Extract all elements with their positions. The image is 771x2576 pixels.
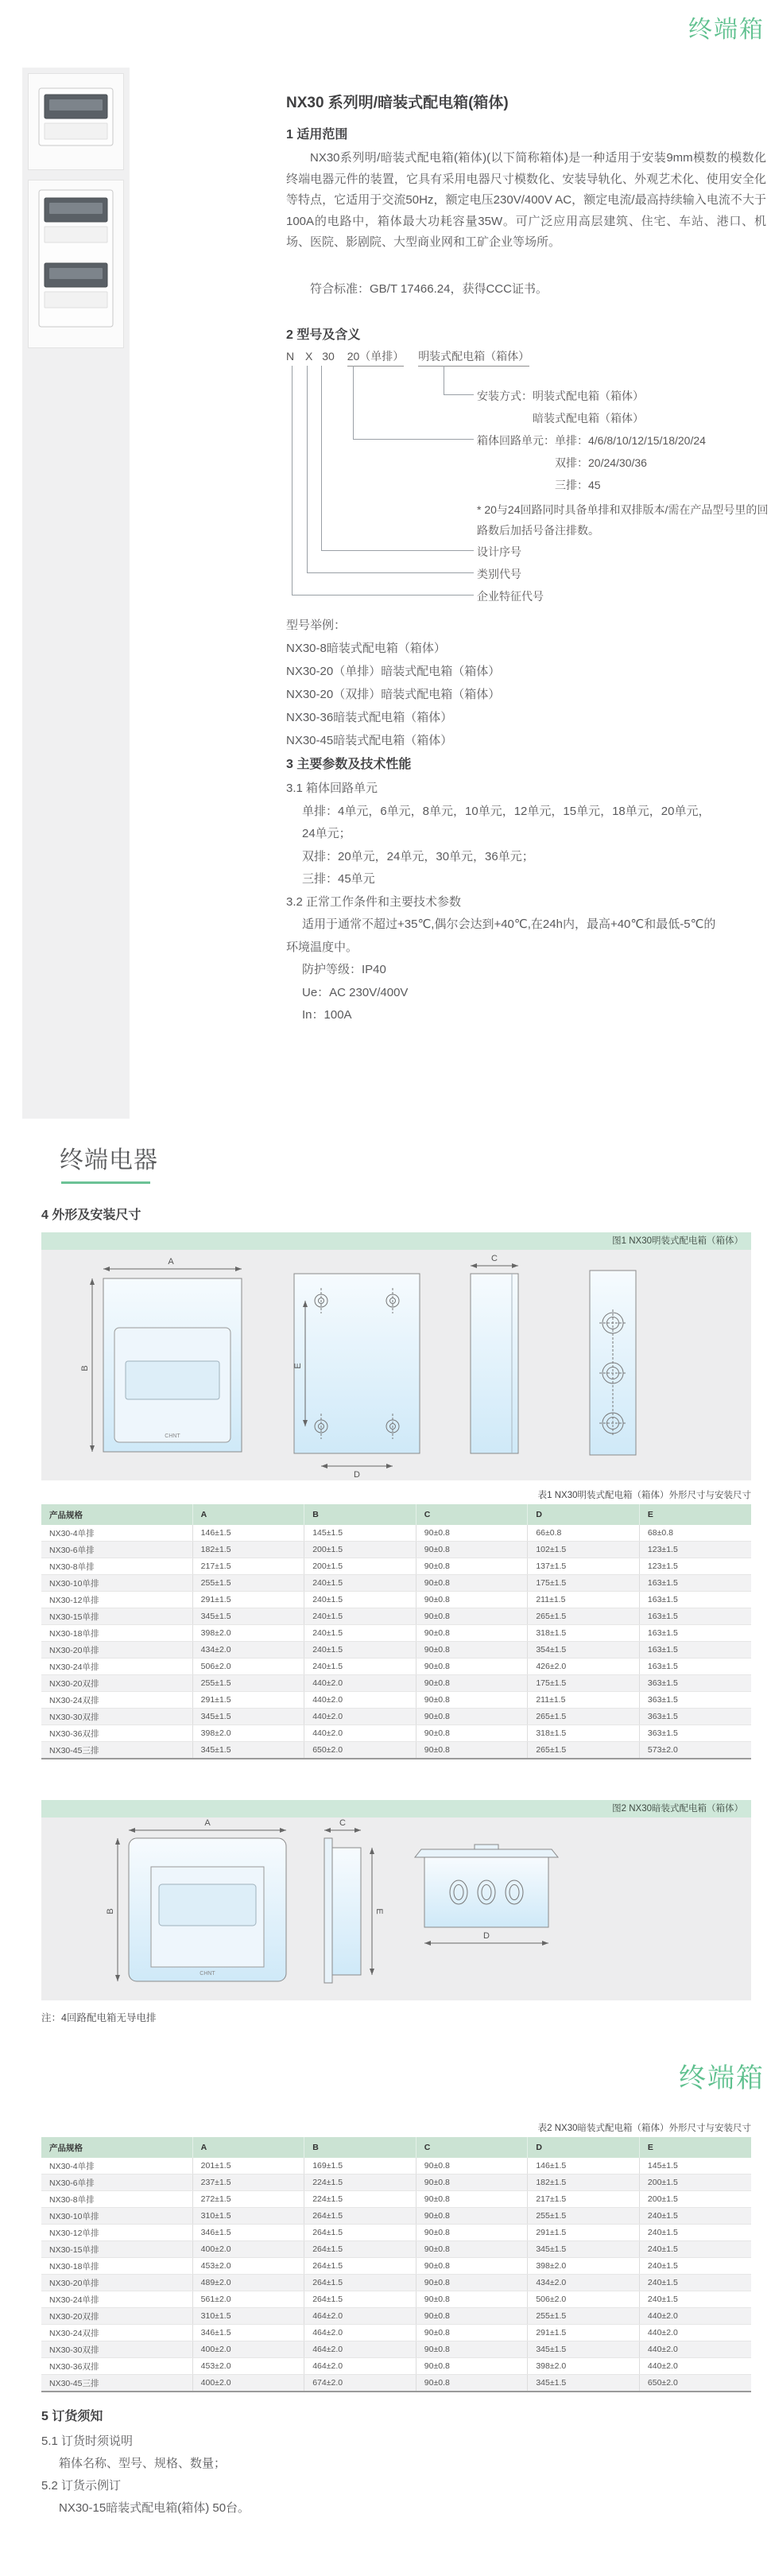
table-row [41, 1658, 751, 1675]
table-cell: 272±1.5 [192, 2191, 304, 2208]
table-cell: 464±2.0 [304, 2358, 416, 2375]
table-cell: 440±2.0 [639, 2308, 751, 2325]
table-cell: 291±1.5 [192, 1692, 304, 1709]
table-cell: 440±2.0 [639, 2325, 751, 2341]
table-cell: NX30-6单排 [41, 2174, 192, 2191]
code-company: N [286, 350, 295, 363]
text-line: 3.2 正常工作条件和主要技术参数 [286, 894, 462, 909]
table-cell: 464±2.0 [304, 2325, 416, 2341]
callout-category-code: 类别代号 [477, 568, 521, 580]
table-cell: 90±0.8 [416, 2308, 528, 2325]
section5-block [41, 2406, 250, 2520]
table-row [41, 1592, 751, 1608]
table-cell: 264±1.5 [304, 2291, 416, 2308]
table-cell: 175±1.5 [528, 1575, 640, 1592]
table-cell: 240±1.5 [639, 2275, 751, 2291]
table-cell: 240±1.5 [304, 1625, 416, 1642]
table-cell: 434±2.0 [528, 2275, 640, 2291]
table-cell: 211±1.5 [528, 1592, 640, 1608]
table-cell: 217±1.5 [192, 1558, 304, 1575]
table-cell: 453±2.0 [192, 2358, 304, 2375]
table-row [41, 1725, 751, 1742]
table-cell: 240±1.5 [304, 1608, 416, 1625]
table-cell: 345±1.5 [192, 1709, 304, 1725]
table-cell: 240±1.5 [304, 1642, 416, 1658]
table-row [41, 1575, 751, 1592]
table-cell: 398±2.0 [528, 2258, 640, 2275]
table-cell: 90±0.8 [416, 1625, 528, 1642]
section5-heading: 5 订货须知 [41, 2410, 103, 2423]
table-cell: 363±1.5 [639, 1692, 751, 1709]
product-photo-column [22, 68, 130, 1119]
text-line: NX30-15暗装式配电箱(箱体) 50台。 [59, 2501, 250, 2515]
table-cell: 440±2.0 [639, 2341, 751, 2358]
table-cell: NX30-18单排 [41, 2258, 192, 2275]
table-cell: 90±0.8 [416, 1558, 528, 1575]
table-row [41, 2341, 751, 2358]
text-line: 双排：20单元，24单元，30单元，36单元； [302, 849, 534, 863]
table-cell: 464±2.0 [304, 2308, 416, 2325]
column-header: 产品规格 [41, 2137, 192, 2158]
table-cell: NX30-24双排 [41, 1692, 192, 1709]
series-header-underline [61, 1181, 150, 1184]
column-header: D [528, 1504, 640, 1525]
table-cell: NX30-36双排 [41, 2358, 192, 2375]
section2-heading: 2 型号及含义 [286, 328, 361, 342]
table-cell: 345±1.5 [192, 1742, 304, 1759]
code-install-type: 明装式配电箱（箱体） [418, 348, 529, 367]
column-header: C [416, 2137, 528, 2158]
table-row [41, 1625, 751, 1642]
table-cell: NX30-20双排 [41, 2308, 192, 2325]
table-header-row [41, 2137, 751, 2158]
table-row [41, 2291, 751, 2308]
column-header: A [192, 2137, 304, 2158]
table-cell: 264±1.5 [304, 2258, 416, 2275]
dimensions-table-1 [41, 1504, 751, 1759]
text-line: NX30-36暗装式配电箱（箱体） [286, 711, 453, 724]
table-row [41, 2375, 751, 2392]
column-header: A [192, 1504, 304, 1525]
table-row [41, 1525, 751, 1542]
column-header: B [304, 2137, 416, 2158]
table-cell: 90±0.8 [416, 2158, 528, 2174]
figure1-panel [41, 1250, 751, 1480]
table-cell: NX30-4单排 [41, 1525, 192, 1542]
table-cell: 291±1.5 [528, 2325, 640, 2341]
table-row [41, 2191, 751, 2208]
table-cell: NX30-30双排 [41, 1709, 192, 1725]
dim-label-e: E [374, 1908, 384, 1915]
table-cell: 650±2.0 [304, 1742, 416, 1759]
table-cell: 90±0.8 [416, 2191, 528, 2208]
dim-label-b: B [106, 1908, 115, 1915]
table-row [41, 2208, 751, 2225]
dimensions-table-2 [41, 2137, 751, 2392]
table-cell: 240±1.5 [639, 2258, 751, 2275]
brand-label: CHNT [200, 1971, 215, 1977]
table-cell: 182±1.5 [192, 1542, 304, 1558]
table-cell: 346±1.5 [192, 2225, 304, 2241]
table-cell: 90±0.8 [416, 1542, 528, 1558]
connector-line [292, 366, 474, 596]
callout-star-note: * 20与24回路同时具备单排和双排版本/需在产品型号里的回路数后加括号备注排数。 [477, 503, 769, 537]
figure1-block [41, 1232, 751, 1480]
table-cell: NX30-15单排 [41, 1608, 192, 1625]
table-row [41, 1608, 751, 1625]
table-cell: 264±1.5 [304, 2225, 416, 2241]
table-cell: 201±1.5 [192, 2158, 304, 2174]
table-cell: NX30-30双排 [41, 2341, 192, 2358]
table-cell: 240±1.5 [639, 2225, 751, 2241]
table-cell: 354±1.5 [528, 1642, 640, 1658]
table-cell: 265±1.5 [528, 1608, 640, 1625]
callout-loops-1: 箱体回路单元：单排：4/6/8/10/12/15/18/20/24 [477, 434, 706, 447]
text-line: 适用于通常不超过+35℃,偶尔会达到+40℃,在24h内，最高+40℃和最低-5℃的 [302, 918, 716, 931]
table-cell: 123±1.5 [639, 1542, 751, 1558]
corner-tag-top: 终端箱 [688, 17, 765, 43]
table-cell: 237±1.5 [192, 2174, 304, 2191]
table-cell: 240±1.5 [304, 1575, 416, 1592]
table-cell: NX30-4单排 [41, 2158, 192, 2174]
dim-label-e: E [293, 1363, 303, 1369]
table-cell: 90±0.8 [416, 2291, 528, 2308]
table-cell: 240±1.5 [304, 1658, 416, 1675]
dim-label-d: D [483, 1931, 490, 1941]
table-cell: 265±1.5 [528, 1742, 640, 1759]
table-cell: 345±1.5 [528, 2375, 640, 2392]
table-cell: 163±1.5 [639, 1658, 751, 1675]
table-cell: 240±1.5 [639, 2241, 751, 2258]
table-row [41, 2258, 751, 2275]
table-cell: 255±1.5 [192, 1575, 304, 1592]
callout-loops-2: 双排：20/24/30/36 [555, 456, 647, 469]
table-row [41, 2358, 751, 2375]
table-cell: 345±1.5 [192, 1608, 304, 1625]
single-row-box-image [29, 74, 123, 158]
table-cell: 169±1.5 [304, 2158, 416, 2174]
dim-label-c: C [491, 1254, 498, 1263]
table-cell: 440±2.0 [639, 2358, 751, 2375]
table-cell: 240±1.5 [639, 2208, 751, 2225]
table-cell: 145±1.5 [639, 2158, 751, 2174]
table-cell: 464±2.0 [304, 2341, 416, 2358]
table-cell: 182±1.5 [528, 2174, 640, 2191]
model-code [286, 348, 529, 367]
table-row [41, 1709, 751, 1725]
table-cell: 90±0.8 [416, 1692, 528, 1709]
table-cell: 137±1.5 [528, 1558, 640, 1575]
table-cell: NX30-20双排 [41, 1675, 192, 1692]
table-cell: 291±1.5 [192, 1592, 304, 1608]
section1-paragraph: NX30系列明/暗装式配电箱(箱体)(以下简称箱体)是一种适用于安装9mm模数的模数化终端电器元件的装置，它具有采用电器尺寸模数化、安装导轨化、外观艺术化、使用安全化等特点，它适用于交流50Hz，额定电压230V/400V AC，额定电流/最高持续输入电流不大于100A的电路中，箱体最大功耗容量35W。可广泛应用高层建筑、住宅、车站、港口、机场、医院、影剧院、大型商业网和工矿企业等场所。 [286, 151, 766, 249]
callout-install-1: 安装方式：明装式配电箱（箱体） [477, 390, 644, 402]
table-cell: 90±0.8 [416, 1742, 528, 1759]
table-cell: NX30-45三排 [41, 1742, 192, 1759]
text-line: 3.1 箱体回路单元 [286, 782, 378, 795]
table-cell: 146±1.5 [528, 2158, 640, 2174]
table-cell: 163±1.5 [639, 1642, 751, 1658]
table-row [41, 2241, 751, 2258]
dim-label-b: B [80, 1365, 90, 1371]
table-cell: NX30-15单排 [41, 2241, 192, 2258]
table-cell: 363±1.5 [639, 1675, 751, 1692]
table-cell: 90±0.8 [416, 2225, 528, 2241]
table-cell: 264±1.5 [304, 2241, 416, 2258]
column-header: 产品规格 [41, 1504, 192, 1525]
table-row [41, 2225, 751, 2241]
table-cell: 318±1.5 [528, 1625, 640, 1642]
text-line: In：100A [302, 1008, 352, 1022]
callout-install-2: 暗装式配电箱（箱体） [533, 412, 644, 425]
table-cell: 398±2.0 [528, 2358, 640, 2375]
table-cell: 440±2.0 [304, 1675, 416, 1692]
table-row [41, 1542, 751, 1558]
table-cell: NX30-36双排 [41, 1725, 192, 1742]
table-cell: 674±2.0 [304, 2375, 416, 2392]
table-cell: 90±0.8 [416, 2341, 528, 2358]
text-line: 箱体名称、型号、规格、数量； [59, 2457, 227, 2470]
table-cell: 175±1.5 [528, 1675, 640, 1692]
text-line: 24单元； [302, 827, 351, 840]
table1-caption: 表1 NX30明装式配电箱（箱体）外形尺寸与安装尺寸 [537, 1491, 751, 1500]
code-circuits: 20（单排） [347, 348, 405, 367]
table-cell: 345±1.5 [528, 2341, 640, 2358]
figure1-title-bar: 图1 NX30明装式配电箱（箱体） [41, 1232, 751, 1250]
table-cell: 573±2.0 [639, 1742, 751, 1759]
text-line: 5.2 订货示例订 [41, 2479, 122, 2493]
code-design: 30 [322, 350, 335, 363]
table-cell: NX30-10单排 [41, 1575, 192, 1592]
table-cell: NX30-8单排 [41, 1558, 192, 1575]
table-cell: 90±0.8 [416, 1675, 528, 1692]
callout-loops-3: 三排：45 [555, 479, 601, 491]
table-cell: 264±1.5 [304, 2275, 416, 2291]
table-cell: 211±1.5 [528, 1692, 640, 1709]
dim-label-c: C [339, 1818, 346, 1828]
table-cell: 90±0.8 [416, 2208, 528, 2225]
table-cell: 255±1.5 [528, 2308, 640, 2325]
table-cell: 440±2.0 [304, 1692, 416, 1709]
table-cell: 200±1.5 [639, 2191, 751, 2208]
callout-design-no: 设计序号 [477, 545, 521, 558]
dim-label-d: D [354, 1470, 360, 1480]
dim-label-a: A [168, 1257, 174, 1267]
table-cell: 90±0.8 [416, 2358, 528, 2375]
column-header: E [639, 2137, 751, 2158]
table-cell: 400±2.0 [192, 2375, 304, 2392]
product-photo-single-row [28, 73, 124, 170]
table-cell: 310±1.5 [192, 2308, 304, 2325]
figure2-panel [41, 1818, 751, 2000]
text-line: 单排：4单元，6单元，8单元，10单元，12单元，15单元，18单元，20单元， [302, 804, 711, 818]
table-cell: 163±1.5 [639, 1575, 751, 1592]
table-row [41, 1742, 751, 1759]
table-row [41, 2275, 751, 2291]
table-cell: NX30-12单排 [41, 1592, 192, 1608]
text-line: Ue：AC 230V/400V [302, 985, 409, 999]
table-cell: 426±2.0 [528, 1658, 640, 1675]
table-row [41, 2325, 751, 2341]
table-cell: 291±1.5 [528, 2225, 640, 2241]
table-cell: NX30-6单排 [41, 1542, 192, 1558]
section5-body [41, 2431, 250, 2520]
table-cell: NX30-18单排 [41, 1625, 192, 1642]
text-line: NX30-20（双排）暗装式配电箱（箱体） [286, 688, 501, 701]
table2-caption: 表2 NX30暗装式配电箱（箱体）外形尺寸与安装尺寸 [537, 2124, 751, 2133]
text-line: NX30-20（单排）暗装式配电箱（箱体） [286, 665, 501, 678]
table-cell: 255±1.5 [192, 1675, 304, 1692]
table-cell: 650±2.0 [639, 2375, 751, 2392]
table-cell: 310±1.5 [192, 2208, 304, 2225]
table-cell: 561±2.0 [192, 2291, 304, 2308]
table-cell: 255±1.5 [528, 2208, 640, 2225]
table-cell: 90±0.8 [416, 1575, 528, 1592]
table-cell: 400±2.0 [192, 2241, 304, 2258]
column-header: B [304, 1504, 416, 1525]
table-cell: 398±2.0 [192, 1625, 304, 1642]
column-header: D [528, 2137, 640, 2158]
table-cell: 145±1.5 [304, 1525, 416, 1542]
table-cell: 102±1.5 [528, 1542, 640, 1558]
table-cell: 90±0.8 [416, 2375, 528, 2392]
table-cell: 90±0.8 [416, 1658, 528, 1675]
table-cell: NX30-20单排 [41, 2275, 192, 2291]
table-cell: 217±1.5 [528, 2191, 640, 2208]
column-header: C [416, 1504, 528, 1525]
figure2-drawings [41, 1818, 751, 2000]
column-header: E [639, 1504, 751, 1525]
series-header: 终端电器 [60, 1147, 158, 1174]
table-cell: 240±1.5 [304, 1592, 416, 1608]
table-cell: 400±2.0 [192, 2341, 304, 2358]
table-cell: 318±1.5 [528, 1725, 640, 1742]
table-cell: NX30-20单排 [41, 1642, 192, 1658]
table-cell: 200±1.5 [304, 1542, 416, 1558]
table-cell: 224±1.5 [304, 2191, 416, 2208]
table-cell: 345±1.5 [528, 2241, 640, 2258]
table-cell: 200±1.5 [304, 1558, 416, 1575]
brand-label: CHNT [165, 1433, 180, 1439]
corner-tag-mid: 终端箱 [679, 2063, 765, 2093]
model-examples [286, 614, 500, 752]
double-row-box-image [29, 180, 123, 336]
table-cell: 90±0.8 [416, 1709, 528, 1725]
examples-title: 型号举例： [286, 619, 347, 632]
table-cell: NX30-24单排 [41, 2291, 192, 2308]
table-cell: 66±0.8 [528, 1525, 640, 1542]
table-cell: 398±2.0 [192, 1725, 304, 1742]
section3-body [286, 778, 766, 1027]
table-cell: 90±0.8 [416, 1525, 528, 1542]
table-header-row [41, 1504, 751, 1525]
table-cell: 240±1.5 [639, 2291, 751, 2308]
text-line: 环境温度中。 [286, 940, 358, 954]
table-cell: 363±1.5 [639, 1725, 751, 1742]
table-cell: 90±0.8 [416, 1592, 528, 1608]
table-cell: 265±1.5 [528, 1709, 640, 1725]
table-cell: NX30-24单排 [41, 1658, 192, 1675]
table-cell: 440±2.0 [304, 1709, 416, 1725]
table-row [41, 1692, 751, 1709]
figure2-title-bar: 图2 NX30暗装式配电箱（箱体） [41, 1800, 751, 1818]
examples-list [286, 637, 500, 752]
text-line: 5.1 订货时须说明 [41, 2434, 134, 2448]
table-cell: 200±1.5 [639, 2174, 751, 2191]
table-cell: 90±0.8 [416, 2174, 528, 2191]
table-cell: 90±0.8 [416, 2325, 528, 2341]
table-cell: 90±0.8 [416, 1642, 528, 1658]
table-cell: 146±1.5 [192, 1525, 304, 1542]
section4-heading: 4 外形及安装尺寸 [41, 1208, 141, 1222]
callout-company-code: 企业特征代号 [477, 590, 544, 603]
table-cell: 68±0.8 [639, 1525, 751, 1542]
table-cell: 453±2.0 [192, 2258, 304, 2275]
figure1-drawings [41, 1250, 751, 1480]
table-cell: 90±0.8 [416, 2275, 528, 2291]
table-row [41, 2174, 751, 2191]
table-cell: 123±1.5 [639, 1558, 751, 1575]
text-line: 防护等级：IP40 [302, 963, 386, 976]
section1-heading: 1 适用范围 [286, 128, 348, 142]
table-cell: 440±2.0 [304, 1725, 416, 1742]
table-cell: 363±1.5 [639, 1709, 751, 1725]
dim-label-a: A [204, 1818, 211, 1828]
product-photo-double-row [28, 180, 124, 348]
table-cell: 163±1.5 [639, 1608, 751, 1625]
table-cell: 163±1.5 [639, 1625, 751, 1642]
table-cell: NX30-8单排 [41, 2191, 192, 2208]
table-cell: 224±1.5 [304, 2174, 416, 2191]
model-meaning-diagram [286, 348, 771, 612]
table-cell: 489±2.0 [192, 2275, 304, 2291]
table-row [41, 1642, 751, 1658]
table-row [41, 2308, 751, 2325]
table-cell: 506±2.0 [192, 1658, 304, 1675]
table-cell: 90±0.8 [416, 1725, 528, 1742]
table-cell: NX30-24双排 [41, 2325, 192, 2341]
table-cell: 163±1.5 [639, 1592, 751, 1608]
table-row [41, 1675, 751, 1692]
table-cell: 90±0.8 [416, 2258, 528, 2275]
page-title: NX30 系列明/暗装式配电箱(箱体) [286, 95, 509, 111]
section3-heading: 3 主要参数及技术性能 [286, 758, 412, 771]
code-category: X [305, 350, 313, 363]
table-cell: 434±2.0 [192, 1642, 304, 1658]
text-line: NX30-45暗装式配电箱（箱体） [286, 734, 453, 747]
table-cell: 90±0.8 [416, 1608, 528, 1625]
text-line: NX30-8暗装式配电箱（箱体） [286, 642, 446, 655]
table-row [41, 2158, 751, 2174]
table-cell: 90±0.8 [416, 2241, 528, 2258]
table-cell: 346±1.5 [192, 2325, 304, 2341]
figure2-block [41, 1800, 751, 2000]
standards-line: 符合标准：GB/T 17466.24，获得CCC证书。 [310, 282, 548, 296]
table-row [41, 1558, 751, 1575]
table-cell: NX30-10单排 [41, 2208, 192, 2225]
table-cell: NX30-12单排 [41, 2225, 192, 2241]
table-cell: 506±2.0 [528, 2291, 640, 2308]
table-cell: 264±1.5 [304, 2208, 416, 2225]
table-cell: NX30-45三排 [41, 2375, 192, 2392]
text-line: 三排：45单元 [302, 872, 375, 886]
figure2-note: 注：4回路配电箱无导电排 [41, 2012, 157, 2023]
